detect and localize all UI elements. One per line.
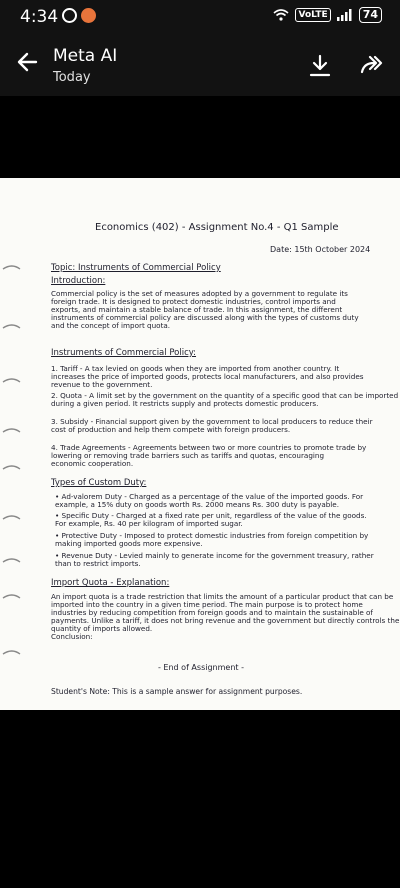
instrument-line: increases the price of imported goods, protects local manufacturers, and also provides [51, 372, 364, 381]
instrument-line: during a given period. It restricts supply and protects domestic producers. [51, 399, 319, 408]
duty-line: • Protective Duty - Imposed to protect domestic industries from foreign competition by [55, 531, 369, 540]
quota-line: quantity of imports allowed. [51, 624, 153, 633]
notebook-margin-marks [0, 178, 40, 710]
instrument-line: 2. Quota - A limit set by the government on the quantity of a specific good that can be imported [51, 391, 399, 400]
intro-line: and the concept of import quota. [51, 321, 171, 330]
back-arrow-icon[interactable] [14, 48, 42, 76]
topic-heading: Topic: Instruments of Commercial Policy [51, 263, 221, 273]
duty-line: • Ad-valorem Duty - Charged as a percentage of the value of the imported goods. For [55, 492, 364, 501]
wifi-icon [273, 9, 289, 21]
assignment-title: Economics (402) - Assignment No.4 - Q1 Sample [95, 222, 339, 233]
end-of-assignment: - End of Assignment - [158, 663, 244, 672]
volte-badge: VoLTE [295, 8, 330, 22]
battery-indicator: 74 [359, 7, 382, 23]
instrument-line: 3. Subsidy - Financial support given by the government to local producers to reduce their [51, 417, 373, 426]
intro-heading: Introduction: [51, 276, 106, 286]
quota-line: payments. Unlike a tariff, it does not bring revenue and the government but directly controls the [51, 616, 400, 625]
status-time: 4:34 [20, 7, 59, 27]
conclusion-heading: Conclusion: [51, 632, 93, 641]
intro-line: foreign trade. It is designed to protect domestic industries, control imports and [51, 297, 336, 306]
instrument-line: cost of production and help them compete with foreign producers. [51, 425, 291, 434]
assignment-image [0, 178, 400, 710]
intro-line: instruments of commercial policy are discussed along with the types of customs duty [51, 313, 359, 322]
quota-heading: Import Quota - Explanation: [51, 578, 170, 588]
status-bar [0, 0, 400, 34]
instrument-line: revenue to the government. [51, 380, 153, 389]
duty-heading: Types of Custom Duty: [51, 478, 147, 488]
instrument-line: economic cooperation. [51, 459, 134, 468]
whatsapp-icon [62, 8, 77, 23]
share-icon[interactable] [358, 52, 386, 80]
download-icon[interactable] [306, 52, 334, 80]
duty-line: making imported goods more expensive. [55, 539, 203, 548]
header-title: Meta AI [53, 46, 118, 66]
app-notification-icon [81, 8, 96, 23]
notification-icons [62, 8, 96, 23]
instrument-line: 4. Trade Agreements - Agreements between two or more countries to promote trade by [51, 443, 367, 452]
duty-line: than to restrict imports. [55, 559, 141, 568]
status-right [273, 7, 382, 23]
quota-line: An import quota is a trade restriction that limits the amount of a particular product that can be [51, 592, 394, 601]
signal-icon [337, 9, 353, 21]
assignment-date: Date: 15th October 2024 [270, 245, 371, 254]
quota-line: imported into the country in a given time period. The main purpose is to protect home [51, 600, 363, 609]
duty-line: For example, Rs. 40 per kilogram of imported sugar. [55, 519, 243, 528]
intro-line: exports, and maintain a stable balance of trade. In this assignment, the different [51, 305, 343, 314]
duty-line: • Revenue Duty - Levied mainly to generate income for the government treasury, rather [55, 551, 374, 560]
quota-line: industries by reducing competition from foreign goods and to maintain the sustainable of [51, 608, 373, 617]
instrument-line: 1. Tariff - A tax levied on goods when they are imported from another country. It [51, 364, 340, 373]
student-note: Student's Note: This is a sample answer for assignment purposes. [51, 687, 303, 696]
header-subtitle: Today [53, 70, 91, 85]
instrument-line: lowering or removing trade barriers such as tariffs and quotas, encouraging [51, 451, 325, 460]
duty-line: • Specific Duty - Charged at a fixed rate per unit, regardless of the value of the goods. [55, 511, 367, 520]
instruments-heading: Instruments of Commercial Policy: [51, 348, 197, 358]
app-header [0, 34, 400, 96]
intro-line: Commercial policy is the set of measures adopted by a government to regulate its [51, 289, 348, 298]
duty-line: example, a 15% duty on goods worth Rs. 2000 means Rs. 300 duty is payable. [55, 500, 340, 509]
